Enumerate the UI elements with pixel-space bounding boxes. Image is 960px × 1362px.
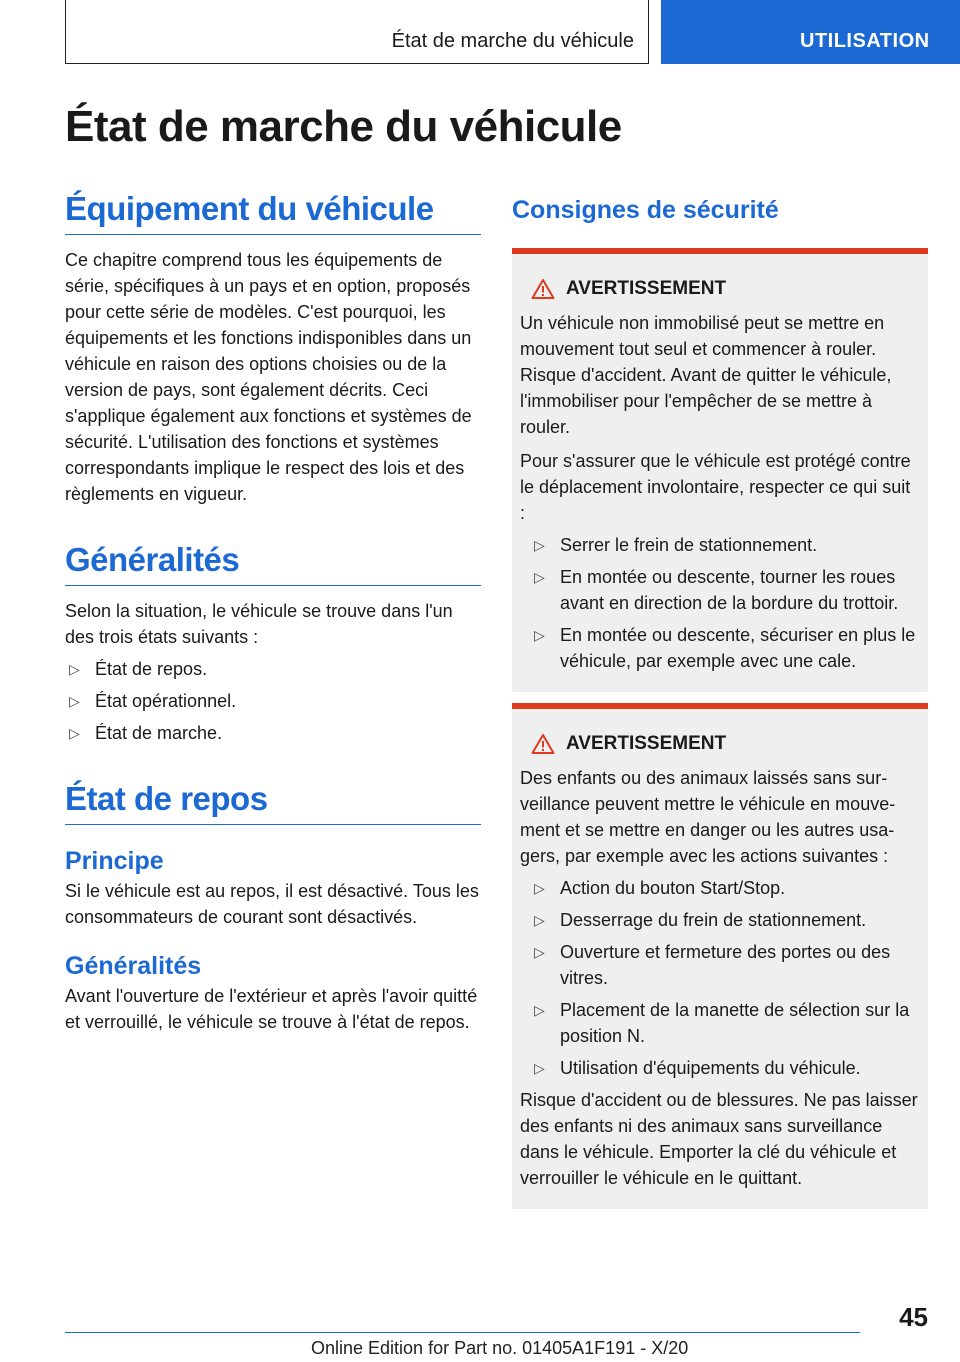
list-item: ▷ État de marche. [65, 720, 481, 746]
triangle-bullet-icon: ▷ [69, 693, 80, 709]
triangle-bullet-icon: ▷ [69, 661, 80, 677]
heading-consignes: Consignes de sécurité [512, 196, 779, 224]
page-number: 45 [899, 1302, 928, 1332]
page-title: État de marche du véhicule [65, 102, 622, 151]
list-item: ▷ Serrer le frein de stationnement. [530, 532, 920, 558]
warning-box-1 [512, 248, 928, 692]
list-item: ▷ En montée ou descente, tourner les roues avant en direction de la bordure du trottoir. [530, 564, 920, 616]
heading-etat-repos: État de repos [65, 780, 481, 825]
triangle-bullet-icon: ▷ [534, 1060, 545, 1076]
list-item: ▷ Action du bouton Start/Stop. [530, 875, 920, 901]
triangle-bullet-icon: ▷ [534, 537, 545, 553]
warning-box-2 [512, 703, 928, 1209]
warning-text: Des enfants ou des animaux laissés sans surveillance peuvent mettre le véhicule en mouvement et se mettre en danger ou les autres usagers, par exemple avec les actions suivantes : [520, 768, 896, 866]
triangle-bullet-icon: ▷ [534, 1002, 545, 1018]
warning-text: Un véhicule non immobilisé peut se mettre en mouvement tout seul et commencer à rouler. Risque d'accident. Avant de quitter le véhicule, l'immobiliser pour l'empêcher de se mettre à rouler. [520, 313, 892, 437]
left-column [65, 190, 481, 1035]
footer-edition: Online Edition for Part no. 01405A1F191 - X/20 [311, 1338, 689, 1358]
warning-triangle-icon [520, 278, 566, 300]
list-item: ▷ Placement de la manette de sélection sur la position N. [530, 997, 920, 1049]
warning-text: Risque d'accident ou de blessures. Ne pas laisser des enfants ni des animaux sans surveillance dans le véhicule. Emporter la clé du véhicule et verrouiller le véhicule en le quittant. [520, 1090, 918, 1188]
warning-triangle-icon [520, 733, 566, 755]
list-item: ▷ État de repos. [65, 656, 481, 682]
triangle-bullet-icon: ▷ [534, 944, 545, 960]
heading-principe: Principe [65, 847, 164, 875]
warning-title: AVERTISSEMENT [566, 278, 727, 299]
list-item: ▷ Desserrage du frein de stationnement. [530, 907, 920, 933]
generalites-repos-text: Avant l'ouverture de l'extérieur et après l'avoir quitté et verrouillé, le véhicule se trouve à l'état de repos. [65, 986, 478, 1032]
right-column [512, 196, 928, 1209]
header-chapter-label: UTILISATION [800, 30, 930, 52]
header-section-title: État de marche du véhicule [391, 30, 634, 52]
triangle-bullet-icon: ▷ [534, 880, 545, 896]
list-item: ▷ Ouverture et fermeture des portes ou des vitres. [530, 939, 920, 991]
triangle-bullet-icon: ▷ [69, 725, 80, 741]
generalites-text: Selon la situation, le véhicule se trouve dans l'un des trois états suivants : [65, 601, 453, 647]
warning-header [520, 272, 920, 306]
triangle-bullet-icon: ▷ [534, 912, 545, 928]
list-item: ▷ En montée ou descente, sécuriser en plus le véhicule, par exemple avec une cale. [530, 622, 920, 674]
triangle-bullet-icon: ▷ [534, 627, 545, 643]
principe-text: Si le véhicule est au repos, il est désactivé. Tous les consommateurs de courant sont désactivés. [65, 881, 479, 927]
heading-equipement: Équipement du véhicule [65, 190, 481, 235]
footer-divider [65, 1332, 860, 1333]
warning-header [520, 727, 920, 761]
equipement-text: Ce chapitre comprend tous les équipements de série, spécifiques à un pays et en option, proposés pour cette série de modèles. C'est pourquoi, les équipements et les fonctions indisponibles dans un véhicule en raison des options choisies ou de la version de pays, sont également décrits. Ceci s'applique également aux fonctions et systèmes de sécurité. L'utilisation des fonctions et systèmes correspondants implique le respect des lois et des règlements en vigueur. [65, 250, 472, 504]
triangle-bullet-icon: ▷ [534, 569, 545, 585]
header-section-box [65, 0, 649, 64]
warning-text: Pour s'assurer que le véhicule est protégé contre le déplacement involontaire, respecter ce qui suit : [520, 451, 911, 523]
states-list [65, 656, 481, 746]
warning-list [520, 532, 920, 674]
list-item: ▷ État opérationnel. [65, 688, 481, 714]
list-item: ▷ Utilisation d'équipements du véhicule. [530, 1055, 920, 1081]
header-chapter-tab[interactable] [661, 0, 960, 64]
heading-generalites: Généralités [65, 541, 481, 586]
warning-title: AVERTISSEMENT [566, 733, 727, 754]
heading-generalites-repos: Généralités [65, 952, 202, 980]
warning-list [520, 875, 920, 1081]
